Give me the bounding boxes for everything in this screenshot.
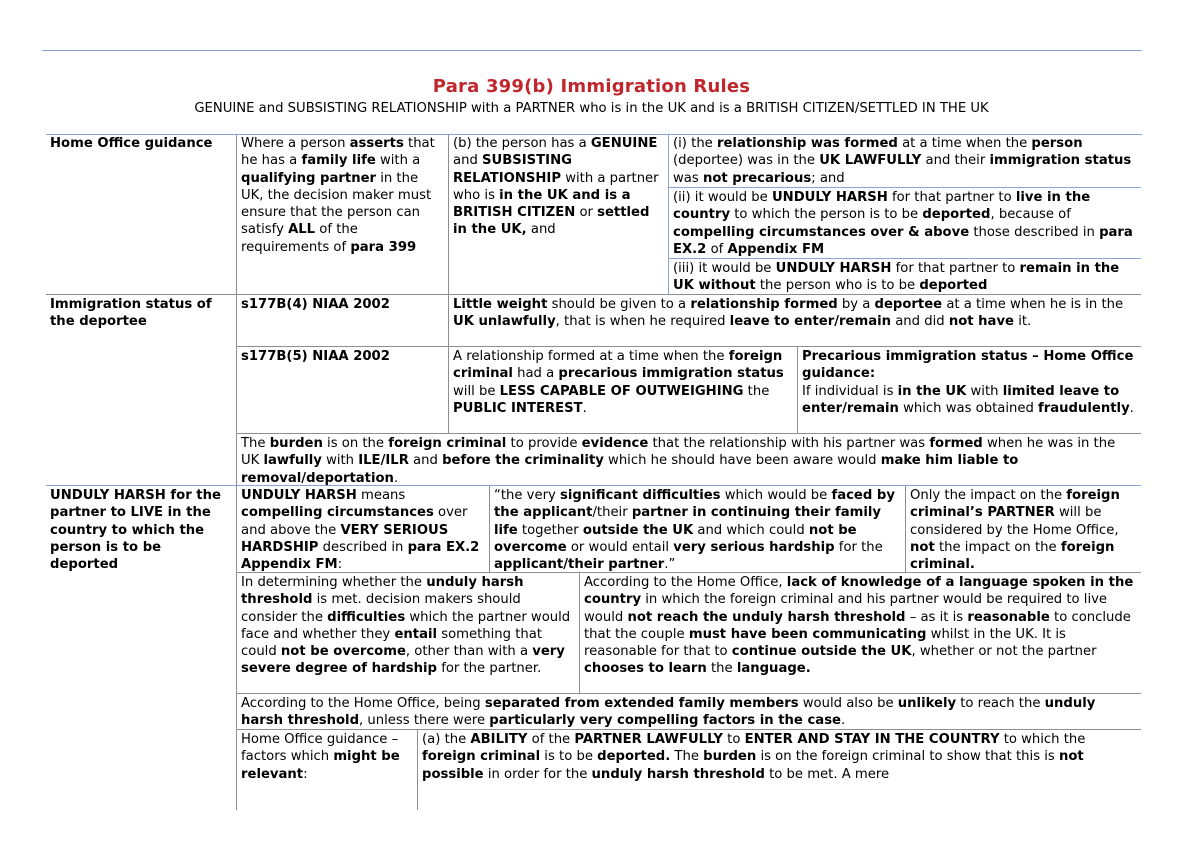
cell-relationship-formed: A relationship formed at a time when the foreign criminal had a precarious immigration status will be LESS CAPABLE OF OUTWEIGHING the PUBLIC INTEREST. <box>448 346 797 433</box>
page-subtitle: GENUINE and SUBSISTING RELATIONSHIP with a PARTNER who is in the UK and is a BRITISH CITIZEN/SETTLED IN THE UK <box>194 101 989 116</box>
cell-condition-ii: (ii) it would be UNDULY HARSH for that partner to live in the country to which the person is to be deported, because of compelling circumstances over & above those described in para EX.2 of Appendix FM <box>669 187 1141 258</box>
cell-condition-i: (i) the relationship was formed at a time when the person (deportee) was in the UK LAWFULLY and their immigration status was not precarious; and <box>673 136 1132 186</box>
cell-impact: Only the impact on the foreign criminal’s PARTNER will be considered by the Home Office, not the impact on the foreign criminal. <box>905 485 1141 572</box>
label-unduly-harsh-text: UNDULY HARSH for the partner to LIVE in the country to which the person is to be deported <box>50 488 221 573</box>
cell-little-weight: Little weight should be given to a relationship formed by a deportee at a time when he is in the UK unlawfully, that is when he required leave to enter/remain and did not have it. <box>448 294 1141 346</box>
cell-factor-a: (a) the ABILITY of the PARTNER LAWFULLY to ENTER AND STAY IN THE COUNTRY to which the foreign criminal is to be deported. The burden is on the foreign criminal to show that this is not possible in order for the unduly harsh threshold to be met. A mere <box>417 729 1141 810</box>
label-guidance-text: Home Office guidance <box>50 136 213 151</box>
cell-burden: The burden is on the foreign criminal to provide evidence that the relationship with his partner was formed when he was in the UK lawfully with ILE/ILR and before the criminality which he should have been aware would make him liable to removal/deportation. <box>236 433 1141 485</box>
cell-language: According to the Home Office, lack of knowledge of a language spoken in the country in which the foreign criminal and his partner would be required to live would not reach the unduly harsh threshold – as it is reasonable to conclude that the couple must have been communicating whilst in the UK. It is reasonable for that to continue outside the UK, whether or not the partner chooses to learn the language. <box>579 572 1141 693</box>
cell-asserts: Where a person asserts that he has a family life with a qualifying partner in the UK, the decision maker must ensure that the person can satisfy ALL of the requirements of para 399 <box>236 134 448 294</box>
cell-condition-iii: (iii) it would be UNDULY HARSH for that partner to remain in the UK without the person who is to be deported <box>669 258 1141 294</box>
cell-b-condition: (b) the person has a GENUINE and SUBSISTING RELATIONSHIP with a partner who is in the UK and is a BRITISH CITIZEN or settled in the UK, and <box>448 134 669 294</box>
label-guidance <box>46 134 236 294</box>
s177b4-text: s177B(4) NIAA 2002 <box>241 297 390 312</box>
cell-precarious <box>797 346 1141 433</box>
cell-factors-label: Home Office guidance – factors which might be relevant: <box>236 729 417 810</box>
label-status-text: Immigration status of the deportee <box>50 297 212 330</box>
cell-s177b5 <box>236 346 448 433</box>
label-unduly-harsh <box>46 485 236 810</box>
s177b5-text: s177B(5) NIAA 2002 <box>241 349 390 364</box>
top-rule <box>42 50 1142 51</box>
cell-s177b4 <box>236 294 448 346</box>
cell-quote: “the very significant difficulties which would be faced by the applicant/their partner in continuing their family life together outside the UK and which could not be overcome or would entail very serious hardship for the applicant/their partner.” <box>489 485 905 572</box>
cell-separated: According to the Home Office, being separated from extended family members would also be unlikely to reach the unduly harsh threshold, unless there were particularly very compelling factors in the case. <box>236 693 1141 729</box>
cell-determining: In determining whether the unduly harsh threshold is met. decision makers should consider the difficulties which the partner would face and whether they entail something that could not be overcome, other than with a very severe degree of hardship for the partner. <box>236 572 579 693</box>
precarious-text: If individual is in the UK with limited leave to enter/remain which was obtained fraudulently. <box>802 383 1134 416</box>
label-status <box>46 294 236 485</box>
page-title: Para 399(b) Immigration Rules <box>432 76 751 97</box>
precarious-heading: Precarious immigration status – Home Office guidance: <box>802 349 1134 382</box>
cell-unduly-harsh-means: UNDULY HARSH means compelling circumstances over and above the VERY SERIOUS HARDSHIP described in para EX.2 Appendix FM: <box>236 485 489 572</box>
